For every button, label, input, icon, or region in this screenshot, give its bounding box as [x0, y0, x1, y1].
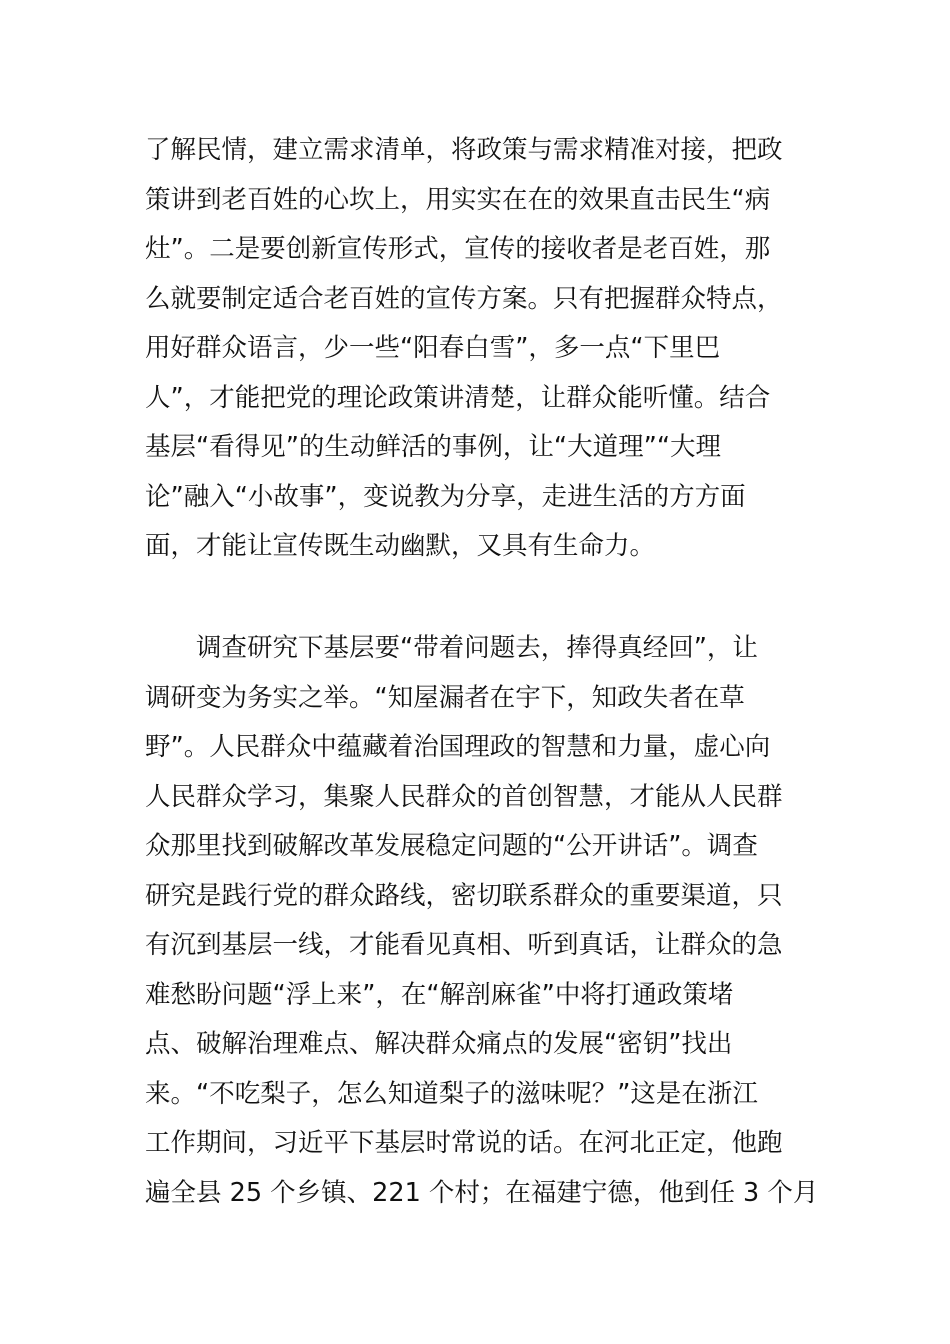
text-line: 工作期间，习近平下基层时常说的话。在河北正定，他跑: [145, 1128, 783, 1158]
text-line: 基层“看得见”的生动鲜活的事例，让“大道理”“大理: [145, 432, 722, 462]
text-line: 人民群众学习，集聚人民群众的首创智慧，才能从人民群: [145, 781, 783, 812]
text-line: 研究是践行党的群众路线，密切联系群众的重要渠道，只: [145, 880, 783, 911]
text-line: 调研变为务实之举。“知屋漏者在宇下，知政失者在草: [145, 682, 745, 713]
paragraph-1: [145, 126, 810, 572]
text-line: 遍全县 25 个乡镇、221 个村；在福建宁德，他到任 3 个月: [145, 1177, 819, 1208]
text-line: 野”。人民群众中蕴藏着治国理政的智慧和力量，虚心向: [145, 732, 771, 762]
text-line: 面，才能让宣传既生动幽默，又具有生命力。: [145, 531, 656, 561]
text-line: 策讲到老百姓的心坎上，用实实在在的效果直击民生“病: [145, 184, 771, 215]
text-line: 论”融入“小故事”，变说教为分享，走进生活的方方面: [145, 481, 746, 512]
text-line: 众那里找到破解改革发展稳定问题的“公开讲话”。调查: [145, 831, 758, 861]
text-line: 难愁盼问题“浮上来”，在“解剖麻雀”中将打通政策堵: [145, 979, 734, 1010]
text-line: 了解民情，建立需求清单，将政策与需求精准对接，把政: [145, 135, 783, 165]
paragraph-2: [145, 624, 819, 1218]
text-line: 有沉到基层一线，才能看见真相、听到真话，让群众的急: [145, 930, 783, 960]
text-line: 来。“不吃梨子，怎么知道梨子的滋味呢？”这是在浙江: [145, 1078, 758, 1109]
text-line: 灶”。二是要创新宣传形式，宣传的接收者是老百姓，那: [145, 234, 771, 264]
text-line: 么就要制定适合老百姓的宣传方案。只有把握群众特点，: [145, 283, 783, 314]
text-line: 用好群众语言，少一些“阳春白雪”，多一点“下里巴: [145, 333, 721, 363]
text-line: 人”，才能把党的理论政策讲清楚，让群众能听懂。结合: [145, 382, 771, 413]
text-line: 调查研究下基层要“带着问题去，捧得真经回”，让: [145, 633, 758, 663]
text-line: 点、破解治理难点、解决群众痛点的发展“密钥”找出: [145, 1029, 733, 1059]
